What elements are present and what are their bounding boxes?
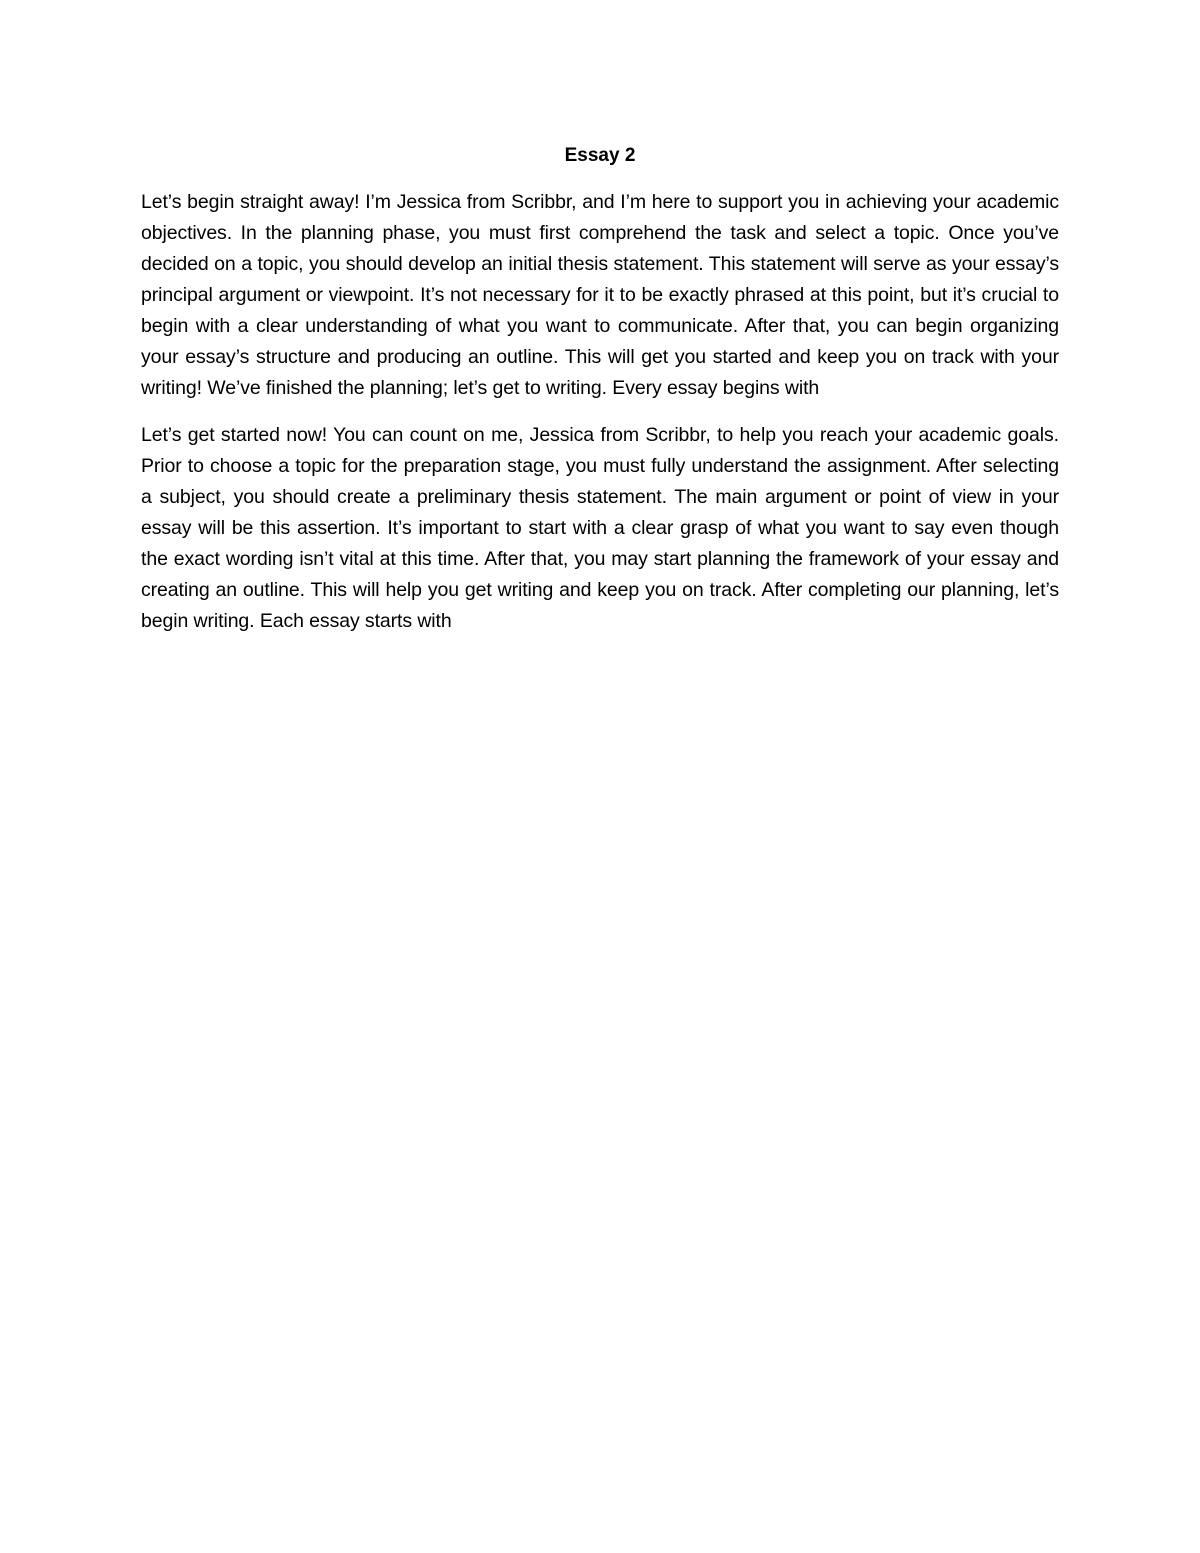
paragraph-2: Let’s get started now! You can count on me, Jessica from Scribbr, to help you reach your academic goals. Prior to choose a topic for the preparation stage, you must fully understand the assignment. After selecting a subject, you should create a preliminary thesis statement. The main argument or point of view in your essay will be this assertion. It’s important to start with a clear grasp of what you want to say even though the exact wording isn’t vital at this time. After that, you may start planning the framework of your essay and creating an outline. This will help you get writing and keep you on track. After completing our planning, let’s begin writing. Each essay starts with (141, 424, 1059, 632)
document-body (141, 140, 1059, 653)
paragraph-1: Let’s begin straight away! I’m Jessica from Scribbr, and I’m here to support you in achieving your academic objectives. In the planning phase, you must first comprehend the task and select a topic. Once you’ve decided on a topic, you should develop an initial thesis statement. This statement will serve as your essay’s principal argument or viewpoint. It’s not necessary for it to be exactly phrased at this point, but it’s crucial to begin with a clear understanding of what you want to communicate. After that, you can begin organizing your essay’s structure and producing an outline. This will get you started and keep you on track with your writing! We’ve finished the planning; let’s get to writing. Every essay begins with (141, 191, 1059, 399)
document-title: Essay 2 (564, 145, 636, 166)
